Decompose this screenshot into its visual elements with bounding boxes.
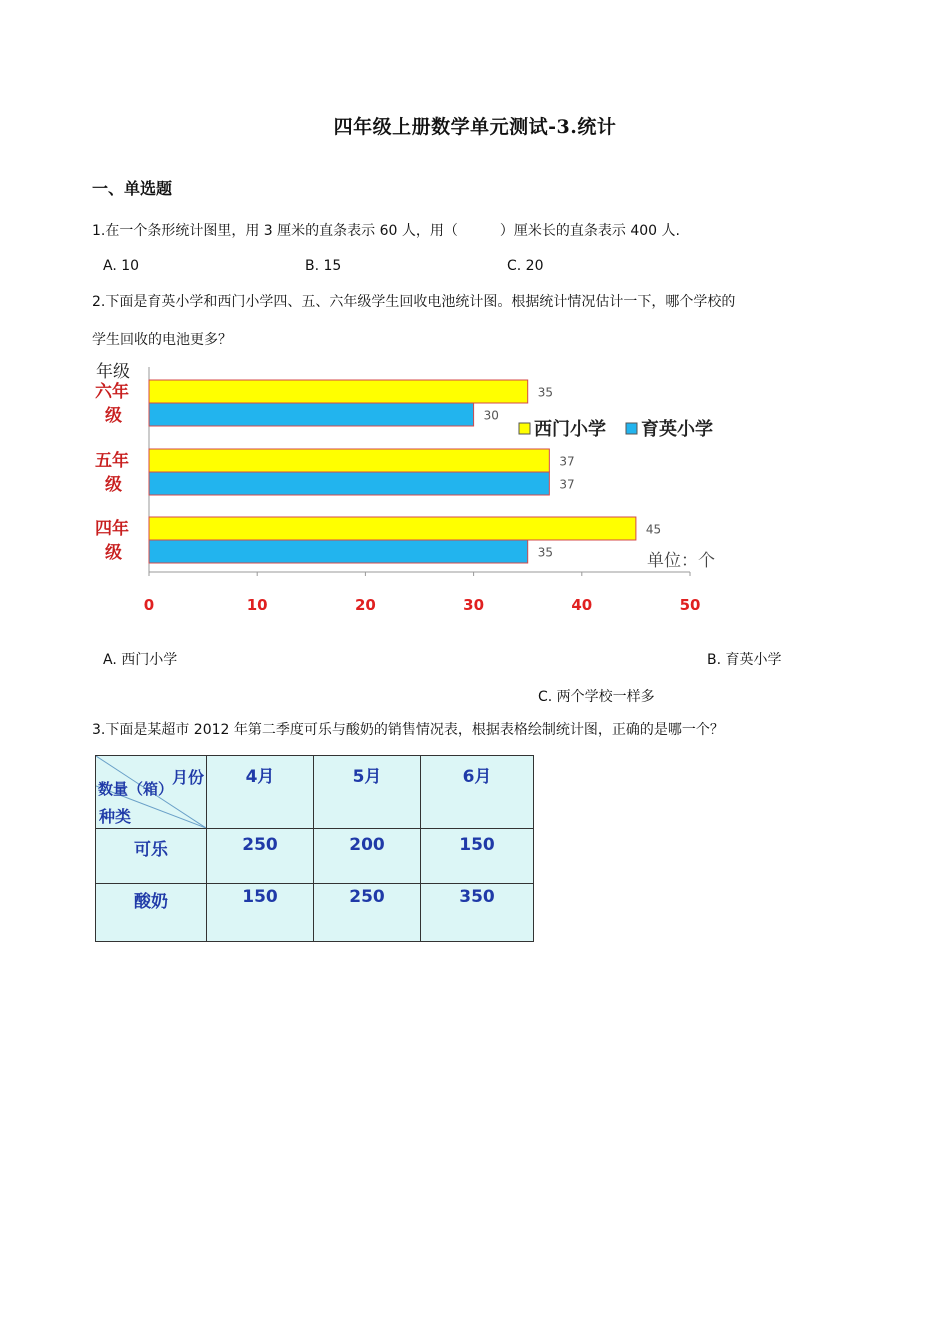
- x-tick-label: 10: [246, 596, 268, 614]
- bar: [149, 472, 549, 495]
- bar-value-label: 37: [559, 477, 575, 492]
- category-label: 四年: [95, 519, 129, 539]
- diagonal-header-cell: [96, 756, 207, 829]
- unit-label: 单位：个: [647, 551, 715, 571]
- bar-value-label: 35: [537, 545, 553, 560]
- table-row: [96, 829, 534, 884]
- bar-value-label: 35: [537, 385, 553, 400]
- q1-option-a[interactable]: A. 10: [103, 258, 140, 274]
- bar: [149, 403, 474, 426]
- month-header-june: 6月: [421, 756, 534, 829]
- bar-value-label: 45: [645, 522, 662, 537]
- q2-option-b[interactable]: B. 育英小学: [707, 652, 782, 668]
- category-label: 级: [105, 475, 122, 495]
- header-month-label: 月份: [171, 768, 204, 787]
- q1-option-c[interactable]: C. 20: [507, 258, 544, 274]
- legend-swatch: [519, 423, 530, 434]
- category-label: 级: [105, 406, 122, 426]
- x-tick-label: 20: [354, 596, 376, 614]
- row-label-yogurt: 酸奶: [96, 884, 207, 942]
- month-header-april: 4月: [207, 756, 314, 829]
- legend-label: 西门小学: [534, 419, 606, 440]
- table-cell: 350: [421, 884, 534, 942]
- x-tick-label: 40: [571, 596, 593, 614]
- battery-bar-chart: [0, 0, 950, 640]
- header-kind-label: 种类: [99, 807, 132, 826]
- table-header-row: [96, 756, 534, 829]
- question-2-line-1: 2.下面是育英小学和西门小学四、五、六年级学生回收电池统计图。根据统计情况估计一下，哪个学校的: [92, 294, 736, 310]
- question-2-line-2: 学生回收的电池更多？: [92, 332, 232, 348]
- q1-option-b[interactable]: B. 15: [305, 258, 342, 274]
- x-tick-label: 50: [679, 596, 701, 614]
- bar: [149, 380, 528, 403]
- q2-option-a[interactable]: A. 西门小学: [103, 652, 178, 668]
- section-heading: 一、单选题: [92, 179, 173, 198]
- bar: [149, 540, 528, 563]
- table-cell: 250: [314, 884, 421, 942]
- bar: [149, 517, 636, 540]
- question-1-text: 1.在一个条形统计图里，用 3 厘米的直条表示 60 人，用（ ）厘米长的直条表示 400 人.: [92, 223, 680, 239]
- category-label: 级: [105, 543, 122, 563]
- bar: [149, 449, 549, 472]
- bar-value-label: 37: [559, 454, 575, 469]
- table-row: [96, 884, 534, 942]
- month-header-may: 5月: [314, 756, 421, 829]
- table-cell: 150: [207, 884, 314, 942]
- table-cell: 200: [314, 829, 421, 884]
- row-label-cola: 可乐: [96, 829, 207, 884]
- y-axis-title: 年级: [96, 362, 130, 382]
- x-tick-label: 30: [463, 596, 485, 614]
- category-label: 五年: [95, 451, 129, 471]
- table-cell: 250: [207, 829, 314, 884]
- header-qty-label: 数量（箱）: [98, 780, 174, 798]
- category-label: 六年: [95, 382, 129, 402]
- x-tick-label: 0: [143, 596, 155, 614]
- question-3-text: 3.下面是某超市 2012 年第二季度可乐与酸奶的销售情况表，根据表格绘制统计图，正确的是哪一个？: [92, 722, 724, 738]
- page-title: 四年级上册数学单元测试-3.统计: [333, 116, 617, 138]
- q2-option-c[interactable]: C. 两个学校一样多: [538, 689, 655, 705]
- legend-swatch: [626, 423, 637, 434]
- bar-value-label: 30: [483, 408, 499, 423]
- sales-table: [95, 755, 534, 942]
- table-cell: 150: [421, 829, 534, 884]
- legend-label: 育英小学: [641, 419, 713, 440]
